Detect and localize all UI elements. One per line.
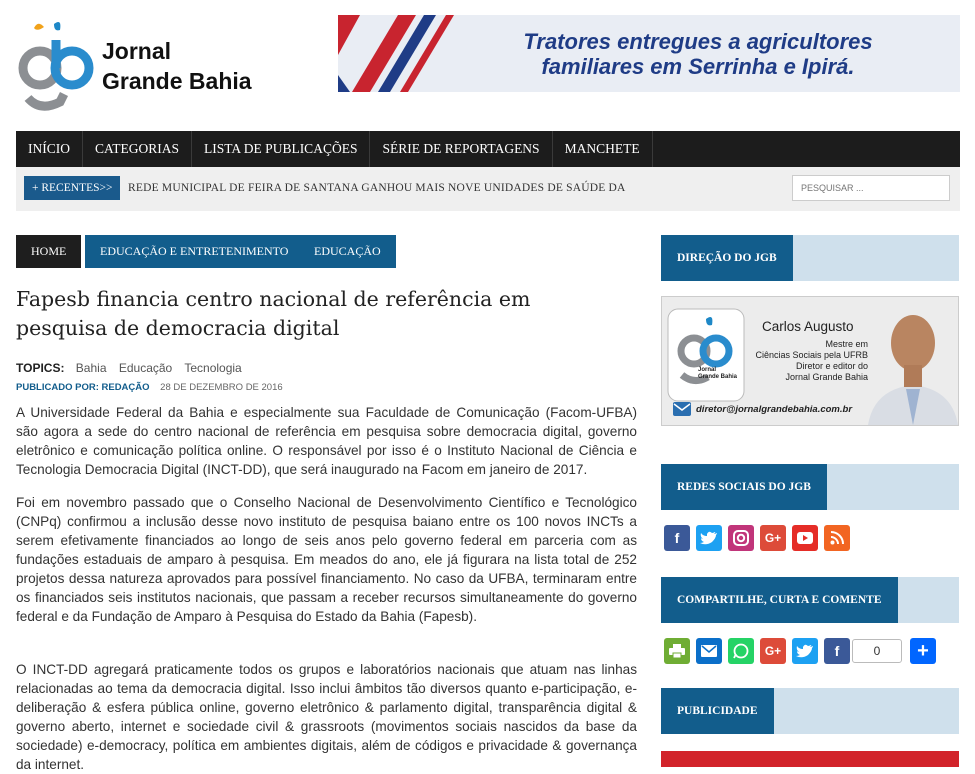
banner-headline bbox=[448, 29, 948, 79]
director-description bbox=[748, 339, 868, 383]
sidebar-ad-banner[interactable] bbox=[661, 751, 959, 767]
whatsapp-icon[interactable] bbox=[728, 638, 754, 664]
main-nav bbox=[16, 131, 960, 167]
twitter-icon[interactable] bbox=[696, 525, 722, 551]
director-desc-line: Ciências Sociais pela UFRB bbox=[755, 350, 868, 360]
article-topics bbox=[16, 360, 251, 376]
email-icon[interactable] bbox=[696, 638, 722, 664]
director-desc-line: Jornal Grande Bahia bbox=[785, 372, 868, 382]
author-link[interactable]: PUBLICADO POR: REDAÇÃO bbox=[16, 382, 150, 393]
card-logo-line-2: Grande Bahia bbox=[698, 374, 738, 380]
recent-label[interactable]: + RECENTES>> bbox=[24, 176, 120, 200]
mail-icon bbox=[672, 401, 692, 417]
facebook-share-count: 0 bbox=[852, 639, 902, 663]
banner-stripes-graphic bbox=[338, 15, 458, 92]
facebook-icon[interactable]: f bbox=[824, 638, 850, 664]
nav-item-categorias[interactable]: CATEGORIAS bbox=[83, 131, 192, 167]
topics-label: TOPICS: bbox=[16, 361, 65, 375]
article-title: Fapesb financia centro nacional de referência em pesquisa de democracia digital bbox=[16, 287, 531, 340]
publish-date: 28 DE DEZEMBRO DE 2016 bbox=[160, 382, 283, 393]
site-logo-text[interactable] bbox=[102, 36, 252, 96]
topic-link-educacao[interactable]: Educação bbox=[118, 361, 173, 375]
print-icon[interactable] bbox=[664, 638, 690, 664]
top-ad-banner[interactable] bbox=[338, 15, 960, 92]
article-paragraph: O INCT-DD agregará praticamente todos os grupos e laboratórios nacionais que atuam nas linhas relacionadas ao tema da democracia digital. Isso inclui âmbitos tão diversos quanto e-participação, e-deliberação & esfera pública online, governo eletrônico & parlamento digital, transparência digital & governo aberto, internet e sociedade civil & grassroots (movimentos sociais nascidos da base da sociedade) e-democracy, política em ambientes digitais, além de códigos e privacidade & governança da internet. bbox=[16, 662, 637, 772]
card-logo-line-1: Jornal bbox=[698, 367, 717, 373]
search-input[interactable] bbox=[792, 175, 950, 201]
nav-item-manchete[interactable]: MANCHETE bbox=[553, 131, 653, 167]
director-desc-line: Diretor e editor do bbox=[795, 361, 868, 371]
rss-icon[interactable] bbox=[824, 525, 850, 551]
instagram-icon[interactable] bbox=[728, 525, 754, 551]
facebook-icon[interactable]: f bbox=[664, 525, 690, 551]
topic-link-tecnologia[interactable]: Tecnologia bbox=[184, 361, 242, 375]
sidebar-heading-direcao bbox=[661, 235, 959, 281]
youtube-icon[interactable] bbox=[792, 525, 818, 551]
google-plus-icon[interactable]: G+ bbox=[760, 525, 786, 551]
sidebar-heading-label: REDES SOCIAIS DO JGB bbox=[661, 464, 827, 510]
ticker-headline-link[interactable]: REDE MUNICIPAL DE FEIRA DE SANTANA GANHOU MAIS NOVE UNIDADES DE SAÚDE DA bbox=[128, 182, 626, 194]
nav-item-lista-publicacoes[interactable]: LISTA DE PUBLICAÇÕES bbox=[192, 131, 370, 167]
article-byline bbox=[16, 381, 283, 395]
add-icon[interactable]: + bbox=[910, 638, 936, 664]
sidebar-heading-label: PUBLICIDADE bbox=[661, 688, 774, 734]
breadcrumb-home[interactable]: HOME bbox=[16, 235, 81, 268]
article-paragraph: A Universidade Federal da Bahia e especialmente sua Faculdade de Comunicação (Facom-UFBA) são agora a sede do centro nacional de referência em pesquisa sobre democracia digital, governo eletrônico e comunicação política online. O responsável por isso é o Instituto Nacional de Ciência e Tecnologia Democracia Digital (INCT-DD), que será inaugurado na Facom em janeiro de 2017. bbox=[16, 405, 637, 477]
breadcrumb-educacao-entretenimento[interactable]: EDUCAÇÃO E ENTRETENIMENTO bbox=[85, 235, 303, 268]
sidebar-heading-compartilhe bbox=[661, 577, 959, 623]
article-paragraph: Foi em novembro passado que o Conselho Nacional de Desenvolvimento Científico e Tecnológico (CNPq) confirmou a inclusão desse novo instituto de pesquisa baiano entre os 100 novos INCTs a serem efetivamente financiados ao longo de seis anos pelo governo federal em parceria com as fundações estaduais de amparo à pesquisa. Em meados do ano, ele já figurara na lista total de 252 projetos dessa natureza aprovados para possível financiamento. No caso da UFBA, terminaram entre os financiados seis institutos nacionais, que passam a receber recursos simultaneamente do governo federal e da Fundação de Amparo à Pesquisa do Estado da Bahia (Fapesb). bbox=[16, 495, 637, 624]
breadcrumb-educacao[interactable]: EDUCAÇÃO bbox=[299, 235, 396, 268]
topic-link-bahia[interactable]: Bahia bbox=[75, 361, 107, 375]
banner-line-1: Tratores entregues a agricultores bbox=[523, 29, 873, 54]
sidebar-heading-publicidade bbox=[661, 688, 959, 734]
twitter-icon[interactable] bbox=[792, 638, 818, 664]
sidebar-heading-redes-sociais bbox=[661, 464, 959, 510]
banner-line-2: familiares em Serrinha e Ipirá. bbox=[541, 54, 855, 79]
nav-item-inicio[interactable]: INÍCIO bbox=[16, 131, 83, 167]
director-name: Carlos Augusto bbox=[762, 319, 854, 334]
jgb-logo-icon bbox=[18, 18, 108, 114]
card-logo-text bbox=[698, 367, 737, 381]
logo-line-2: Grande Bahia bbox=[102, 68, 252, 94]
google-plus-icon[interactable]: G+ bbox=[760, 638, 786, 664]
director-desc-line: Mestre em bbox=[825, 339, 868, 349]
sidebar-heading-label: DIREÇÃO DO JGB bbox=[661, 235, 793, 281]
director-photo bbox=[868, 297, 958, 425]
director-email[interactable]: diretor@jornalgrandebahia.com.br bbox=[696, 404, 853, 415]
nav-item-serie-reportagens[interactable]: SÉRIE DE REPORTAGENS bbox=[370, 131, 552, 167]
sidebar-heading-label: COMPARTILHE, CURTA E COMENTE bbox=[661, 577, 898, 623]
jgb-logo-icon bbox=[666, 307, 746, 403]
recent-news-ticker bbox=[16, 167, 960, 211]
director-card[interactable] bbox=[661, 296, 959, 426]
logo-line-1: Jornal bbox=[102, 38, 172, 64]
